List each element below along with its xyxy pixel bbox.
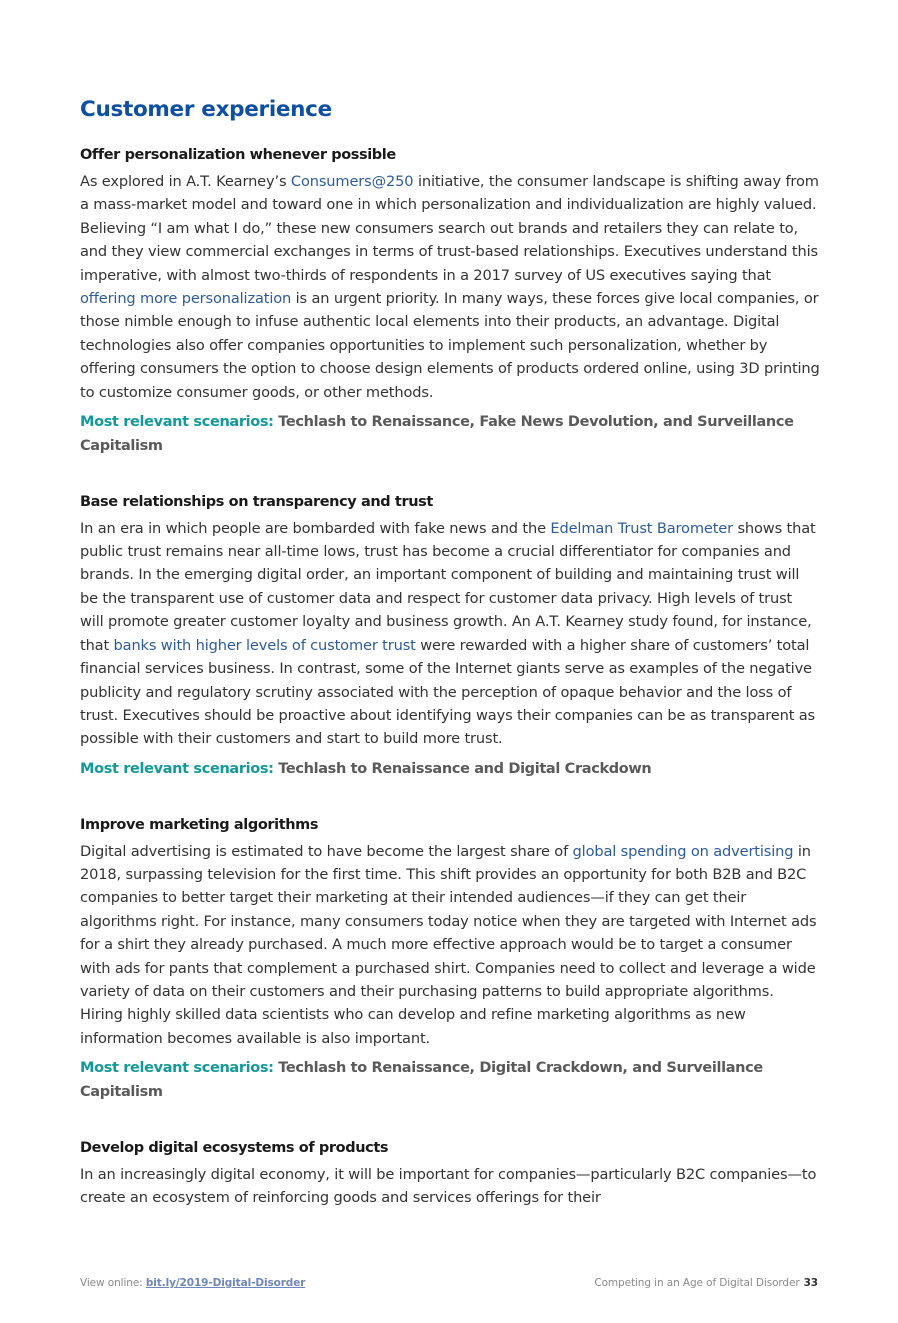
section-body: Digital advertising is estimated to have become the largest share of global spending on advertising in 2018, surpassing television for the first time. This shift provides an opportunity for both B2B and B2C companies to better target their marketing at their intended audiences—if they can get their algorithms right. For instance, many consumers today notice when they are targeted with Internet ads for a shirt they already purchased. A much more effective approach would be to target a consumer with ads for pants that complement a purchased shirt. Companies need to collect and leverage a wide variety of data on their customers and their purchasing patterns to build appropriate algorithms. Hiring highly skilled data scientists who can develop and refine marketing algorithms as new information becomes available is also important. xyxy=(80,842,817,1047)
section-body: In an increasingly digital economy, it will be important for companies—particularly B2C companies—to create an ecosystem of reinforcing goods and services offerings for their xyxy=(80,1165,817,1207)
link-consumers250[interactable]: Consumers@250 xyxy=(290,173,414,190)
section-body: In an era in which people are bombarded with fake news and the Edelman Trust Barometer shows that public trust remains near all-time lows, trust has become a crucial differentiator for companies and brands. In the emerging digital order, an important component of building and maintaining trust will be the transparent use of customer data and respect for customer data privacy. High levels of trust will promote greater customer loyalty and business growth. An A.T. Kearney study found, for instance, that banks with higher levels of customer trust were rewarded with a higher share of customers’ total financial services business. In contrast, some of the Internet giants serve as examples of the negative publicity and regulatory scrutiny associated with the perception of opaque behavior and the loss of trust. Executives should be proactive about identifying ways their companies can be as transparent as possible with their customers and start to build more trust. xyxy=(80,519,816,748)
section-title: Offer personalization whenever possible xyxy=(80,147,396,163)
page-content xyxy=(80,94,820,1210)
section-digital-ecosystems xyxy=(80,1137,820,1210)
link-offering-personalization[interactable]: offering more personalization xyxy=(80,290,292,308)
scenarios-label: Most relevant scenarios: xyxy=(80,414,274,431)
scenarios-line: Most relevant scenarios: Techlash to Renaissance and Digital Crackdown xyxy=(80,760,652,777)
link-edelman-trust-barometer[interactable]: Edelman Trust Barometer xyxy=(550,519,733,537)
link-banks-customer-trust[interactable]: banks with higher levels of customer trust xyxy=(113,636,416,654)
footer-doc-title: Competing in an Age of Digital Disorder xyxy=(594,1277,800,1289)
section-title: Improve marketing algorithms xyxy=(80,816,319,833)
link-global-ad-spending[interactable]: global spending on advertising xyxy=(572,842,794,860)
page-number: 33 xyxy=(803,1277,818,1289)
footer-url-link[interactable]: bit.ly/2019-Digital-Disorder xyxy=(145,1277,306,1289)
scenarios-label: Most relevant scenarios: xyxy=(80,760,274,777)
footer-doc-info xyxy=(594,1277,818,1289)
page-title: Customer experience xyxy=(80,97,332,122)
section-transparency xyxy=(80,491,820,782)
scenarios-line: Most relevant scenarios: Techlash to Renaissance, Fake News Devolution, and Surveillance Capitalism xyxy=(80,414,794,454)
section-personalization xyxy=(80,144,820,459)
section-body: As explored in A.T. Kearney’s Consumers@250 initiative, the consumer landscape is shifting away from a mass-market model and toward one in which personalization and individualization are highly valued. Believing “I am what I do,” these new consumers search out brands and retailers they can relate to, and they view commercial exchanges in terms of trust-based relationships. Executives understand this imperative, with almost two-thirds of respondents in a 2017 survey of US executives saying that offering more personalization is an urgent priority. In many ways, these forces give local companies, or those nimble enough to infuse authentic local elements into their products, an advantage. Digital technologies also offer companies opportunities to implement such personalization, whether by offering consumers the option to choose design elements of products ordered online, using 3D printing to customize consumer goods, or other methods. xyxy=(80,173,820,401)
section-title: Develop digital ecosystems of products xyxy=(80,1139,389,1156)
footer-view-online: View online: bit.ly/2019-Digital-Disorder xyxy=(80,1277,306,1289)
scenarios-label: Most relevant scenarios: xyxy=(80,1060,274,1077)
section-marketing-algorithms xyxy=(80,814,820,1105)
scenarios-line: Most relevant scenarios: Techlash to Renaissance, Digital Crackdown, and Surveillance Capitalism xyxy=(80,1060,763,1100)
section-title: Base relationships on transparency and trust xyxy=(80,493,433,510)
